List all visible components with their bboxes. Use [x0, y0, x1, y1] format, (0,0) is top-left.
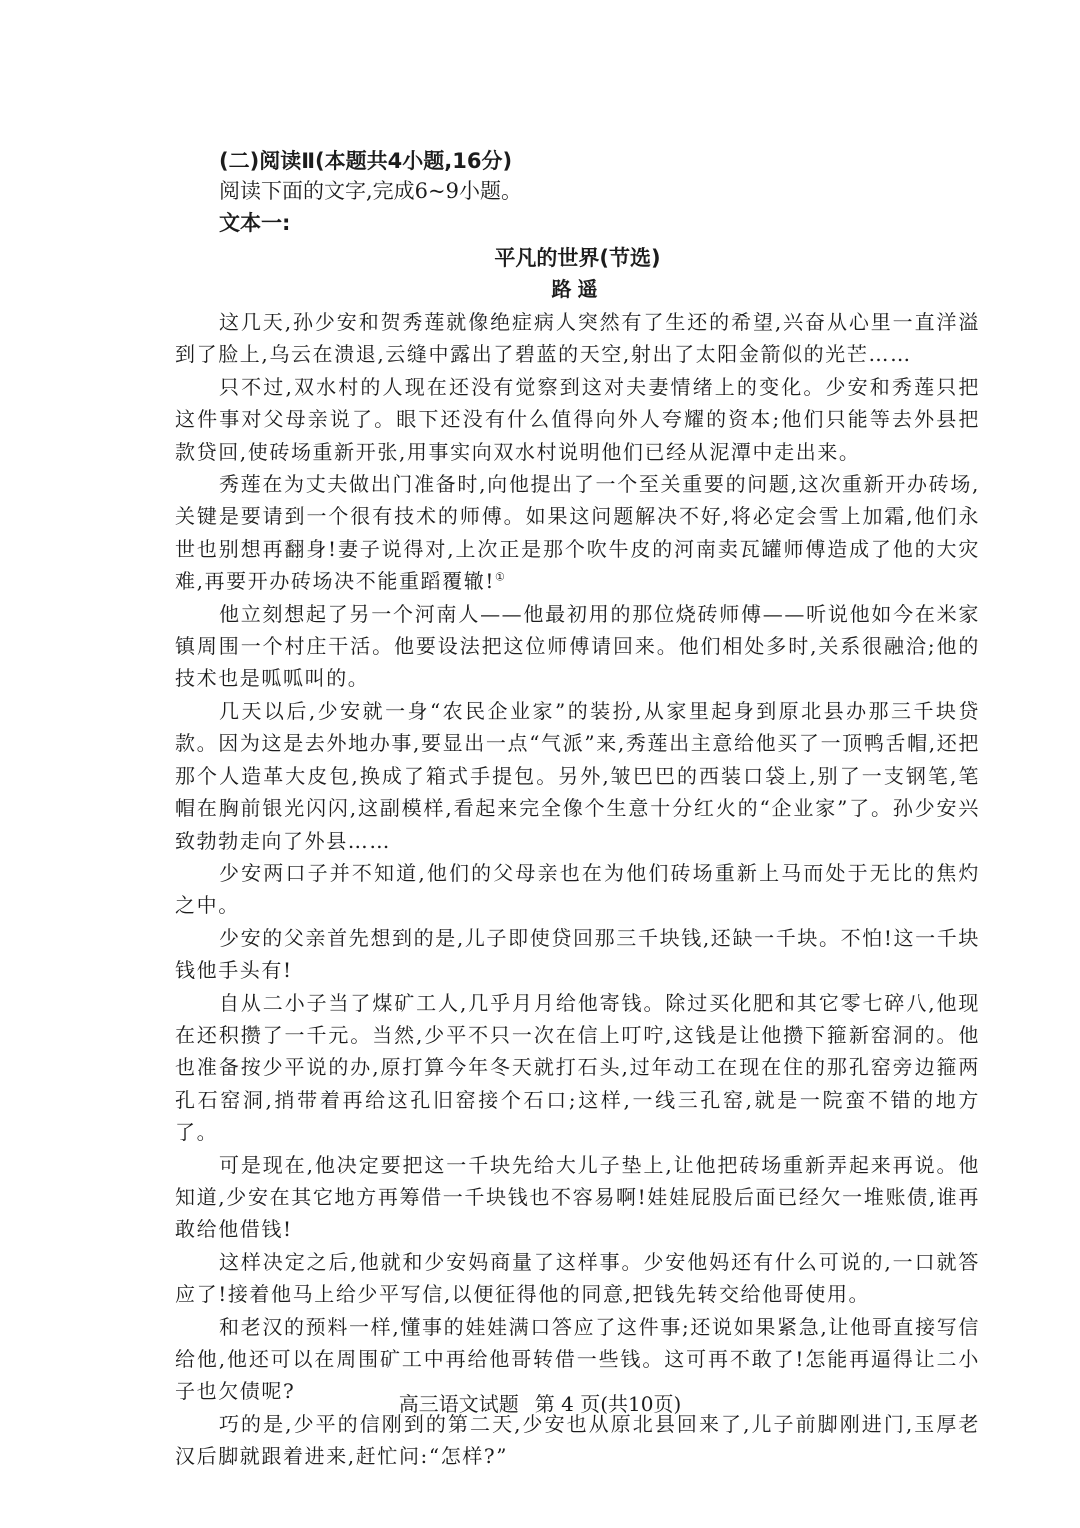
paragraph: 和老汉的预料一样,懂事的娃娃满口答应了这件事;还说如果紧急,让他哥直接写信给他,他还可以在周围矿工中再给他哥转借一些钱。这可再不敢了!怎能再逼得让二小子也欠债呢? — [175, 1314, 980, 1404]
paragraph: 他立刻想起了另一个河南人——他最初用的那位烧砖师傅——听说他如今在米家镇周围一个村庄干活。他要设法把这位师傅请回来。他们相处多时,关系很融洽;他的技术也是呱呱叫的。 — [175, 601, 980, 691]
exam-name: 高三语文试题 — [398, 1392, 519, 1416]
page-number: 第 4 页(共10页) — [534, 1392, 682, 1416]
paragraph-with-footnote — [175, 468, 980, 598]
page-content — [175, 146, 980, 1473]
article-body — [175, 306, 980, 1473]
paragraph: 少安两口子并不知道,他们的父母亲也在为他们砖场重新上马而处于无比的焦灼之中。 — [175, 860, 980, 918]
page-footer — [0, 1389, 1080, 1419]
paragraph: 几天以后,少安就一身“农民企业家”的装扮,从家里起身到原北县办那三千块贷款。因为这是去外地办事,要显出一点“气派”来,秀莲出主意给他买了一顶鸭舌帽,还把那个人造革大皮包,换成了箱式手提包。另外,皱巴巴的西装口袋上,别了一支钢笔,笔帽在胸前银光闪闪,这副模样,看起来完全像个生意十分红火的“企业家”了。孙少安兴致勃勃走向了外县…… — [175, 698, 980, 853]
paragraph: 这几天,孙少安和贺秀莲就像绝症病人突然有了生还的希望,兴奋从心里一直洋溢到了脸上,乌云在溃退,云缝中露出了碧蓝的天空,射出了太阳金箭似的光芒…… — [175, 310, 980, 367]
paragraph: 巧的是,少平的信刚到的第二天,少安也从原北县回来了,儿子前脚刚进门,玉厚老汉后脚就跟着进来,赶忙问:“怎样?” — [175, 1411, 980, 1469]
paragraph: 可是现在,他决定要把这一千块先给大儿子垫上,让他把砖场重新弄起来再说。他知道,少安在其它地方再筹借一千块钱也不容易啊!娃娃屁股后面已经欠一堆账债,谁再敢给他借钱! — [175, 1152, 980, 1242]
paragraph: 这样决定之后,他就和少安妈商量了这样事。少安他妈还有什么可说的,一口就答应了!接着他马上给少平写信,以便征得他的同意,把钱先转交给他哥使用。 — [175, 1249, 980, 1307]
article-title: 平凡的世界(节选) — [494, 246, 661, 270]
text-one-label: 文本一: — [219, 211, 291, 235]
paragraph: 只不过,双水村的人现在还没有觉察到这对夫妻情绪上的变化。少安和秀莲只把这件事对父母亲说了。眼下还没有什么值得向外人夸耀的资本;他们只能等去外县把款贷回,使砖场重新开张,用事实向双水村说明他们已经从泥潭中走出来。 — [175, 374, 980, 464]
section-heading: (二)阅读Ⅱ(本题共4小题,16分) — [219, 149, 513, 173]
reading-instruction: 阅读下面的文字,完成6~9小题。 — [219, 179, 522, 203]
paragraph: 少安的父亲首先想到的是,儿子即使贷回那三千块钱,还缺一千块。不怕!这一千块钱他手头有! — [175, 925, 980, 983]
article-author: 路遥 — [551, 277, 604, 301]
footnote-marker: ① — [495, 570, 507, 584]
paragraph: 自从二小子当了煤矿工人,几乎月月给他寄钱。除过买化肥和其它零七碎八,他现在还积攒了一千元。当然,少平不只一次在信上叮咛,这钱是让他攒下箍新窑洞的。他也准备按少平说的办,原打算今年冬天就打石头,过年动工在现在住的那孔窑旁边箍两孔石窑洞,捎带着再给这孔旧窑接个石口;这样,一线三孔窑,就是一院蛮不错的地方了。 — [175, 990, 980, 1145]
paragraph-text: 秀莲在为丈夫做出门准备时,向他提出了一个至关重要的问题,这次重新开办砖场,关键是要请到一个很有技术的师傅。如果这问题解决不好,将必定会雪上加霜,他们永世也别想再翻身!妻子说得对,上次正是那个吹牛皮的河南卖瓦罐师傅造成了他的大灾难,再要开办砖场决不能重蹈覆辙! — [175, 472, 980, 594]
